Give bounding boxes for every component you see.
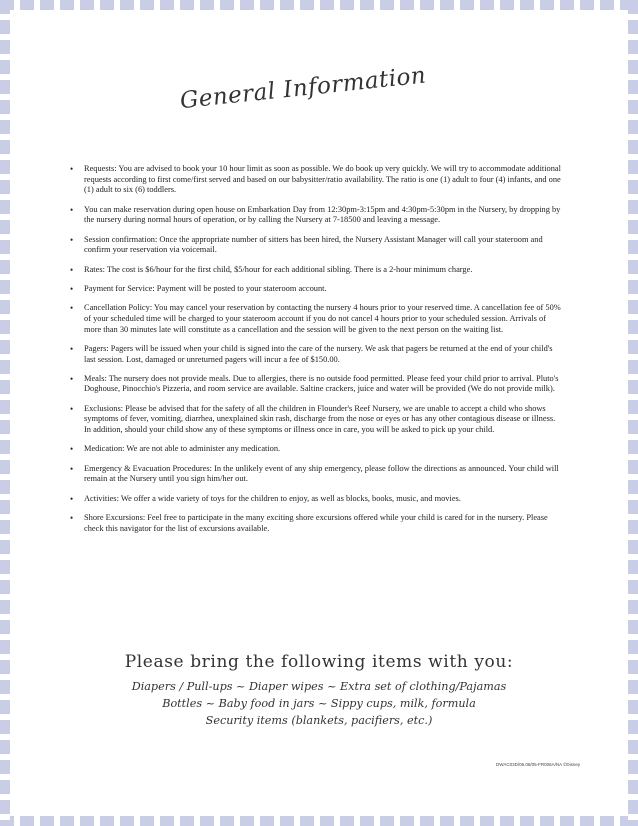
bring-items-heading: Please bring the following items with you: <box>124 652 514 672</box>
list-item: • Activities: We offer a wide variety of toys for the children to enjoy, as well as blocks, books, music, and movies. <box>84 494 564 505</box>
list-item: • Meals: The nursery does not provide meals. Due to allergies, there is no outside food permitted. Please feed your child prior to arrival. Pluto's Doghouse, Pinocchio's Pizzeria, and room service are available. Saltine crackers, juice and water will be provided (We do not provide milk). <box>84 374 564 395</box>
page-border-top <box>0 0 638 10</box>
page-title: General Information <box>178 62 428 115</box>
list-item: • Exclusions: Please be advised that for the safety of all the children in Flounder's Reef Nursery, we are unable to accept a child who shows symptoms of fever, vomiting, diarrhea, unexplained skin rash, discharge from the nose or eyes or has any other contagious disease or illness. In addition, should your child show any of these symptoms or illness once in care, you will be asked to pick up your child. <box>84 404 564 436</box>
list-item: • Pagers: Pagers will be issued when your child is signed into the care of the nursery. We ask that pagers be returned at the end of your child's last session. Lost, damaged or unreturned pagers will incur a fee of $150.00. <box>84 344 564 365</box>
list-item: • Session confirmation: Once the appropriate number of sitters has been hired, the Nursery Assistant Manager will call your stateroom and confirm your reservation via voicemail. <box>84 235 564 256</box>
list-item: • Rates: The cost is $6/hour for the first child, $5/hour for each additional sibling. There is a 2-hour minimum charge. <box>84 265 564 276</box>
list-item: • Emergency & Evacuation Procedures: In the unlikely event of any ship emergency, please follow the directions as announced. Your child will remain at the Nursery until you sign him/her out. <box>84 464 564 485</box>
list-item: • Cancellation Policy: You may cancel your reservation by contacting the nursery 4 hours prior to your reserved time. A cancellation fee of 50% of your scheduled time will be charged to your stateroom account if you do not cancel 4 hours prior to your scheduled session. Arrivals of more than 30 minutes late will constitute as a cancellation and the session will be given to the next person on the waiting list. <box>84 303 564 335</box>
list-item: • Medication: We are not able to administer any medication. <box>84 444 564 455</box>
list-item: • Shore Excursions: Feel free to participate in the many exciting shore excursions offered while your child is cared for in the nursery. Please check this navigator for the list of excursions available. <box>84 513 564 534</box>
bring-items-list <box>0 678 638 729</box>
page-border-bottom <box>0 816 638 826</box>
list-item: • Requests: You are advised to book your 10 hour limit as soon as possible. We do book up very quickly. We will try to accommodate additional requests according to first come/first served and based on our babysitter/ratio availability. The ratio is one (1) adult to four (4) infants, and one (1) adult to six (6) toddlers. <box>84 164 564 196</box>
footer-code: DWAC03D/06.06/05-FR006A/NA ©Disney <box>496 762 581 767</box>
bring-items-line: Security items (blankets, pacifiers, etc.) <box>205 714 433 727</box>
bring-items-line: Bottles ~ Baby food in jars ~ Sippy cups, milk, formula <box>162 697 476 710</box>
information-list <box>84 164 564 543</box>
list-item: • Payment for Service: Payment will be posted to your stateroom account. <box>84 284 564 295</box>
bring-items-line: Diapers / Pull-ups ~ Diaper wipes ~ Extra set of clothing/Pajamas <box>131 680 507 693</box>
list-item: • You can make reservation during open house on Embarkation Day from 12:30pm-3:15pm and 4:30pm-5:30pm in the Nursery, by dropping by the nursery during normal hours of operation, or by calling the Nursery at 7-18500 and leaving a message. <box>84 205 564 226</box>
